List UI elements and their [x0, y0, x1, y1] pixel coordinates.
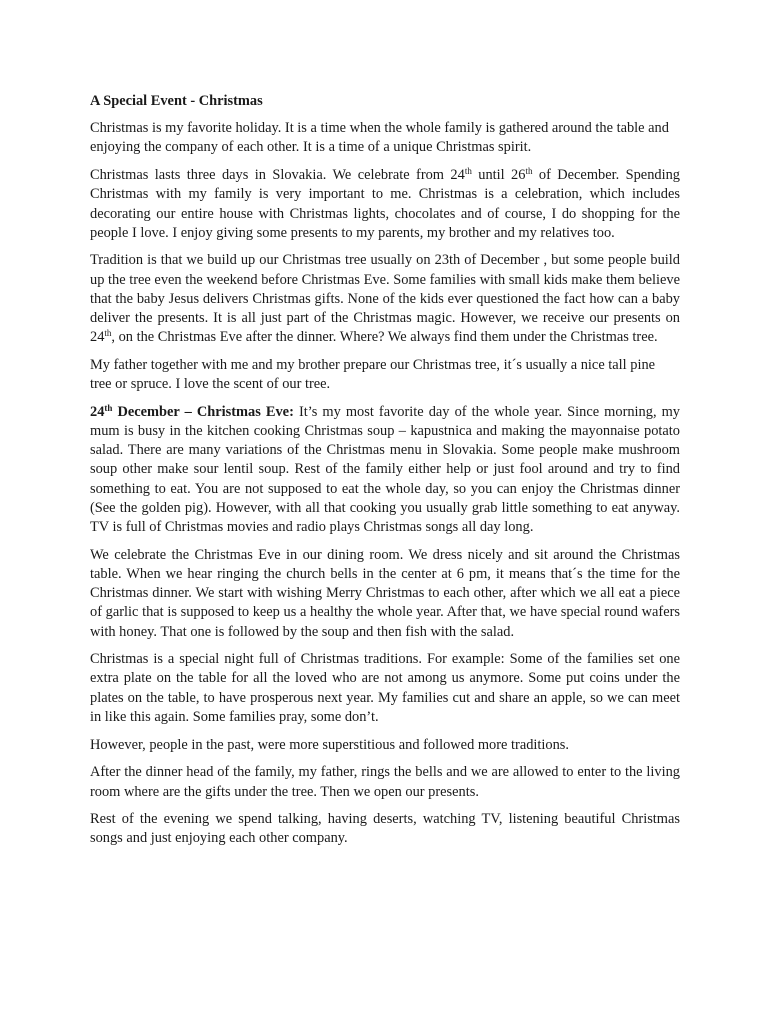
- paragraph-traditions: Christmas is a special night full of Christmas traditions. For example: Some of the families set one extra plate on the table for all the loved who are not among us anymore. Some put coins under the plates on the table, to have prosperous next year. My families cut and share an apple, so we can meet in like this again. Some families pray, some don’t.: [90, 651, 680, 725]
- paragraph-superstition: However, people in the past, were more superstitious and followed more traditions.: [90, 736, 569, 753]
- paragraph-evening: Rest of the evening we spend talking, having deserts, watching TV, listening beautiful Christmas songs and just enjoying each other company.: [90, 811, 680, 847]
- paragraph-intro: Christmas is my favorite holiday. It is a time when the whole family is gathered around the table and enjoying the company of each other. It is a time of a unique Christmas spirit.: [90, 120, 669, 156]
- document-title: A Special Event - Christmas: [90, 93, 263, 109]
- paragraph-tree: My father together with me and my brother prepare our Christmas tree, it´s usually a nice tall pine tree or spruce. I love the scent of our tree.: [90, 356, 656, 393]
- christmas-eve-heading: 24th December – Christmas Eve:: [90, 402, 294, 420]
- paragraph-christmas-length: Christmas lasts three days in Slovakia. We celebrate from 24th until 26th of December. Spending Christmas with my family is very important to me. Christmas is a celebration, which includes decorating our entire house with Christmas lights, chocolates and of course, I do shopping for the people I love. I enjoy giving some presents to my parents, my brother and my relatives too.: [90, 166, 680, 241]
- paragraph-dining-room: We celebrate the Christmas Eve in our dining room. We dress nicely and sit around the Christmas table. When we hear ringing the church bells in the center at 6 pm, it means that´s the time for the Christmas dinner. We start with wishing Merry Christmas to each other, after which we all eat a piece of garlic that is supposed to keep us a healthy the whole year. After that, we have special round wafers with honey. That one is followed by the soup and then fish with the salad.: [90, 546, 680, 640]
- paragraph-tradition: Tradition is that we build up our Christmas tree usually on 23th of December , but some people build up the tree even the weekend before Christmas Eve. Some families with small kids make them believe that the baby Jesus delivers Christmas gifts. None of the kids ever questioned the fact how can a baby deliver the presents. It is all just part of the Christmas magic. However, we receive our presents on 24th, on the Christmas Eve after the dinner. Where? We always find them under the Christmas tree.: [90, 252, 680, 346]
- paragraph-christmas-eve: 24th December – Christmas Eve: It’s my most favorite day of the whole year. Since morning, my mum is busy in the kitchen cooking Christmas soup – kapustnica and making the mayonnaise potato salad. There are many variations of the Christmas menu in Slovakia. Some people make mushroom soup other make sour lentil soup. Rest of the family either help or just fool around and try to find something to eat. You are not supposed to eat the whole day, so you can enjoy the Christmas dinner (See the golden pig). However, with all that cooking you usually grab little something to eat anyway. TV is full of Christmas movies and radio plays Christmas songs all day long.: [90, 402, 680, 536]
- paragraph-presents: After the dinner head of the family, my father, rings the bells and we are allowed to enter to the living room where are the gifts under the tree. Then we open our presents.: [90, 764, 680, 800]
